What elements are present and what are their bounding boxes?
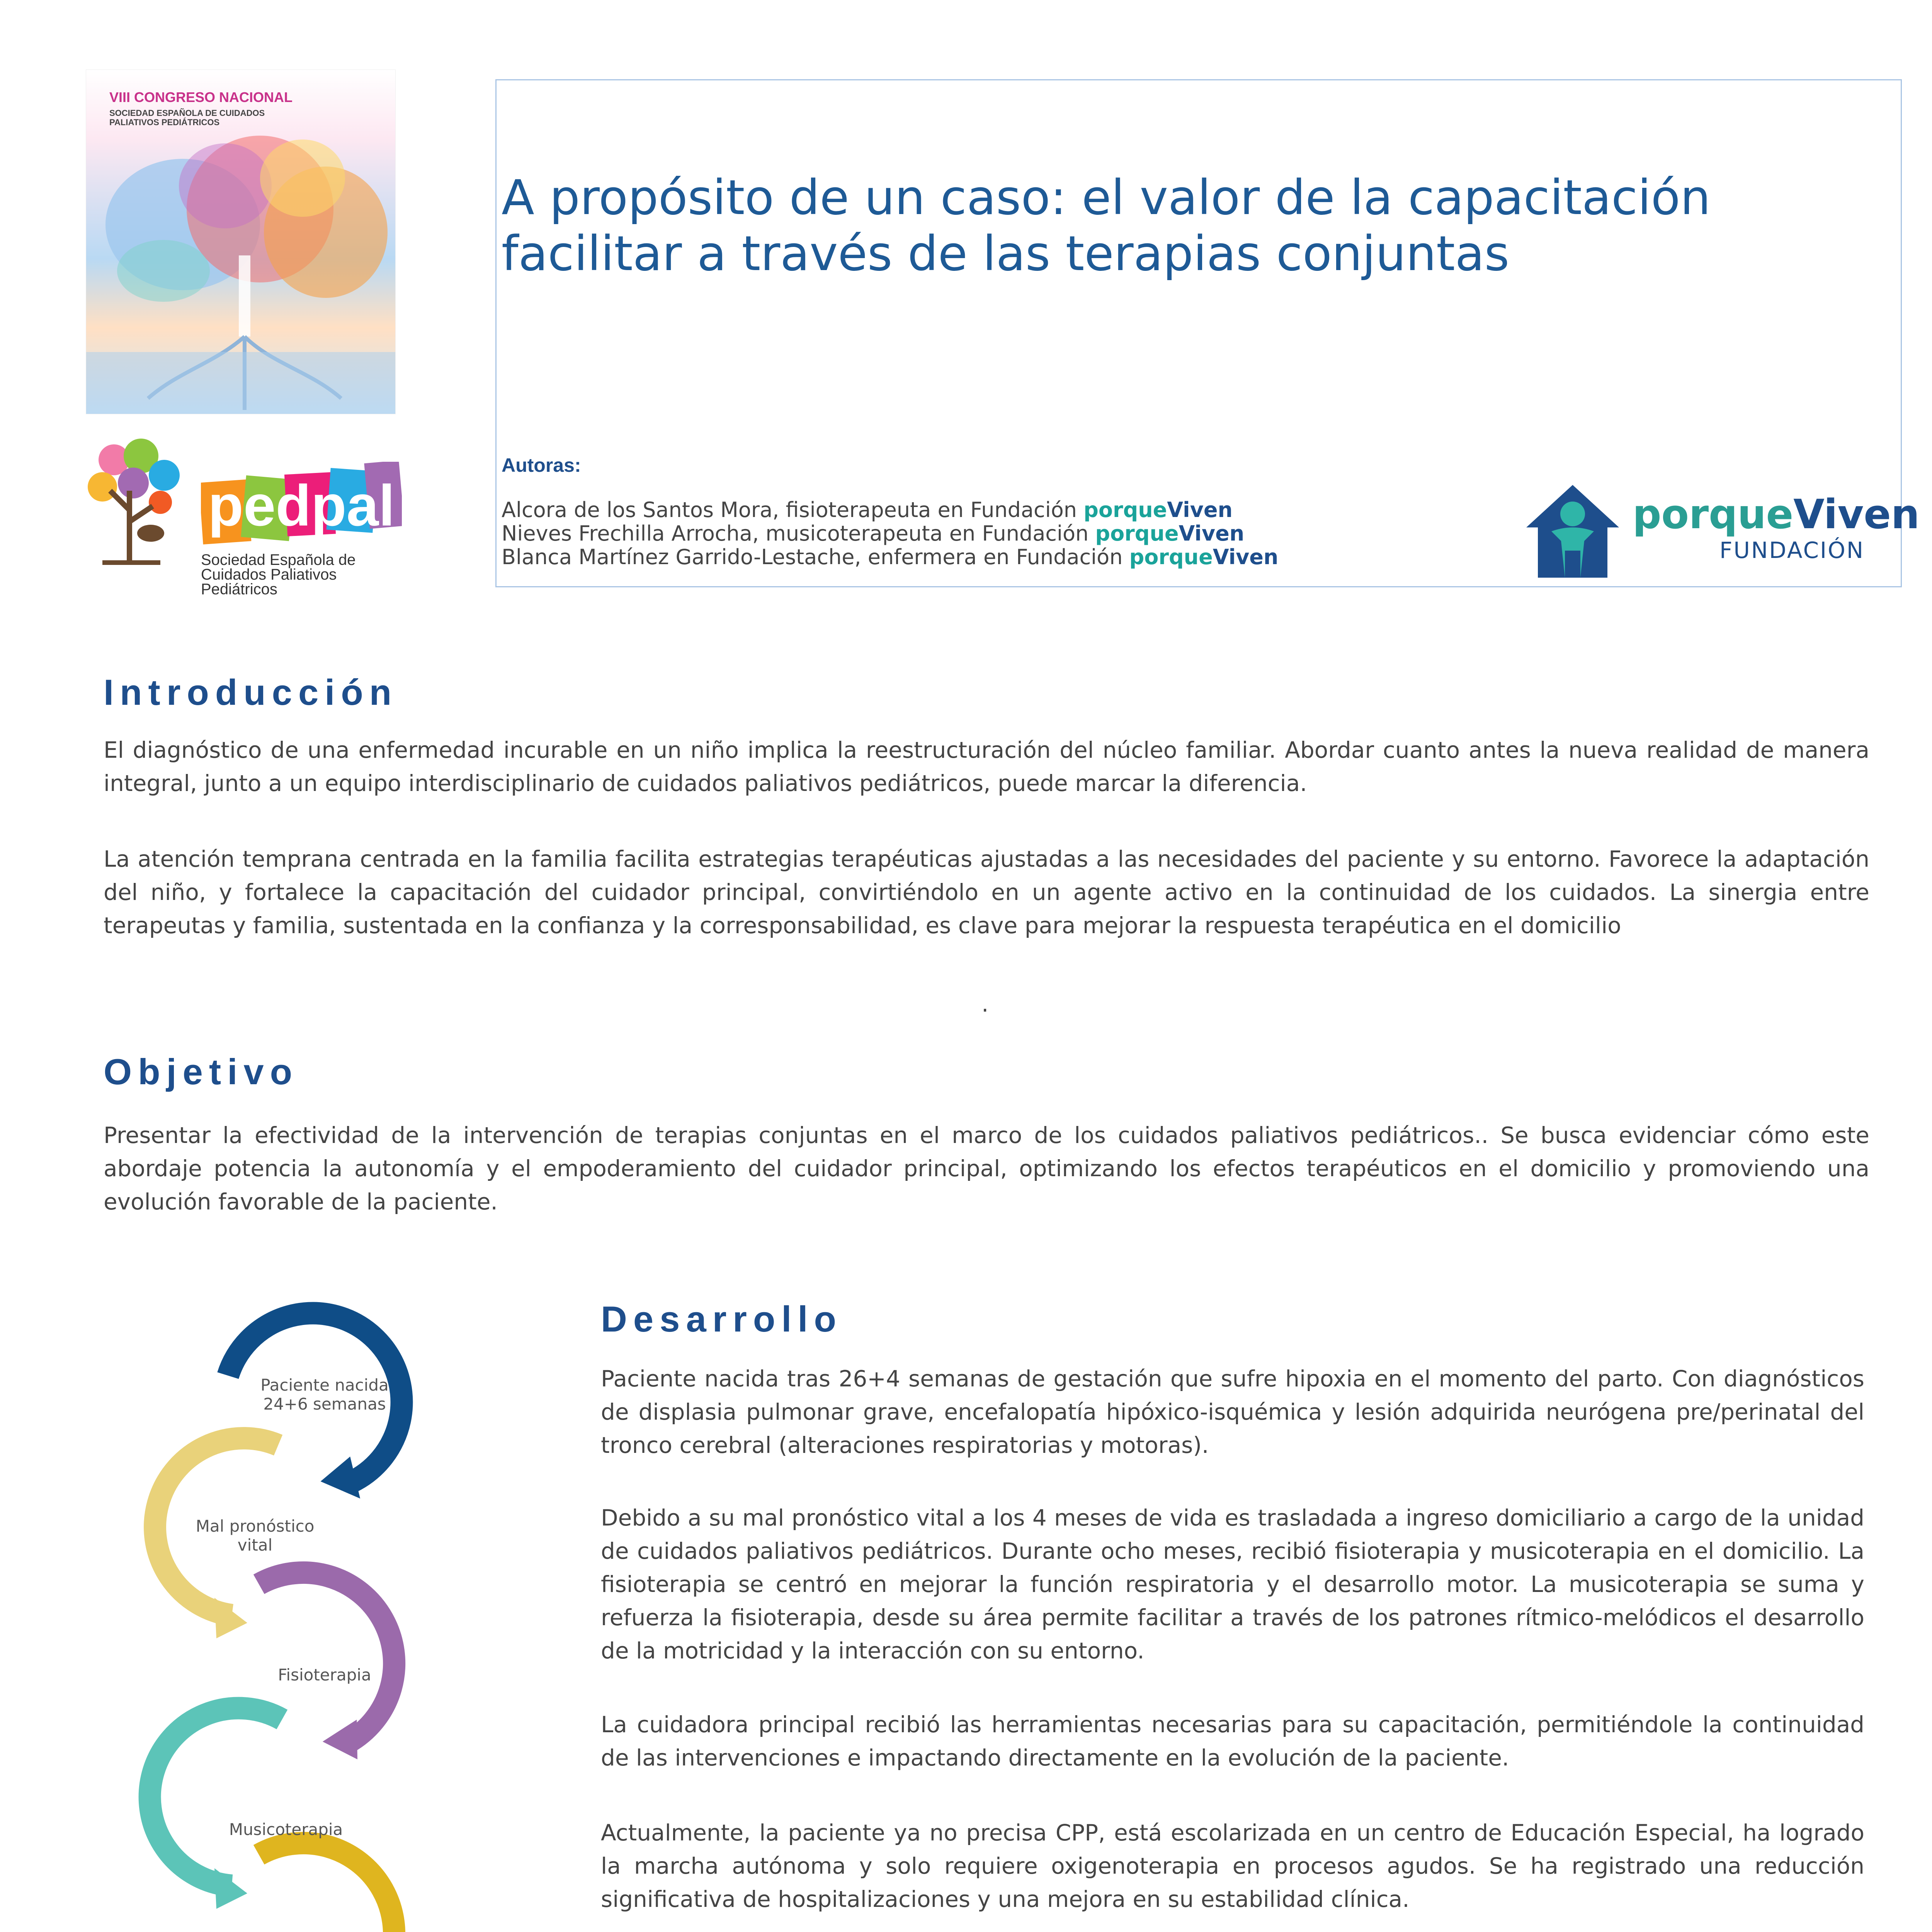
- poster-title: A propósito de un caso: el valor de la capacitación facilitar a través de las terapias conjuntas: [502, 170, 1711, 282]
- desarrollo-paragraph-3: La cuidadora principal recibió las herramientas necesarias para su capacitación, permitiéndole la continuidad de las intervenciones e impactando directamente en la evolución de la paciente.: [601, 1711, 1864, 1771]
- porqueviven-house-icon: [1519, 473, 1627, 585]
- introduccion-paragraph-1: El diagnóstico de una enfermedad incurable en un niño implica la reestructuración del núcleo familiar. Abordar cuanto antes la nueva realidad de manera integral, junto a un equipo interdisciplinario de cuidados paliativos pediátricos, puede marcar la diferencia.: [104, 737, 1869, 796]
- tree-illustration-icon: [86, 70, 395, 414]
- pedpal-tree-icon: [79, 433, 187, 572]
- desarrollo-paragraph-2: Debido a su mal pronóstico vital a los 4 meses de vida es trasladada a ingreso domiciliario a cargo de la unidad de cuidados paliativos pediátricos. Durante ocho meses, recibió fisioterapia y musicoterapia en el domicilio. La fisioterapia se centró en mejorar la función respiratoria y el desarrollo motor. La musicoterapia se suma y refuerza la fisioterapia, desde su área permite facilitar a través de los patrones rítmico-melódicos el desarrollo de la motricidad y la interacción con su entorno.: [601, 1505, 1864, 1664]
- pedpal-subtitle: Sociedad Española de Cuidados Paliativos Pediátricos: [201, 551, 356, 598]
- author-1: Alcora de los Santos Mora, fisioterapeuta en Fundación porqueViven: [502, 498, 1233, 522]
- cycle-label-4: Musicoterapia: [229, 1820, 343, 1839]
- cover-title: VIII CONGRESO NACIONAL: [109, 89, 293, 105]
- introduccion-heading: Introducción: [104, 672, 398, 713]
- pedpal-word-text: pedpal: [208, 473, 395, 538]
- desarrollo-paragraph-1: Paciente nacida tras 26+4 semanas de gestación que sufre hipoxia en el momento del parto. Con diagnósticos de displasia pulmonar grave, encefalopatía hipóxico-isquémica y lesión adquirida neurógena pre/perinatal del tronco cerebral (alteraciones respiratorias y motoras).: [601, 1366, 1864, 1458]
- desarrollo-paragraph-4: Actualmente, la paciente ya no precisa CPP, está escolarizada en un centro de Educación Especial, ha logrado la marcha autónoma y solo requiere oxigenoterapia en procesos agudos. Se ha registrado una reducción significativa de hospitalizaciones y una mejora en su estabilidad clínica.: [601, 1820, 1864, 1912]
- porqueviven-subtitle: FUNDACIÓN: [1719, 537, 1865, 563]
- pedpal-wordmark-logo: [201, 462, 402, 551]
- cycle-label-1: Paciente nacida 24+6 semanas: [260, 1376, 389, 1413]
- objetivo-heading: Objetivo: [104, 1051, 299, 1092]
- desarrollo-heading: Desarrollo: [601, 1299, 842, 1339]
- porqueviven-wordmark: porqueViven: [1633, 491, 1920, 538]
- authors-label: Autoras:: [502, 454, 581, 476]
- cycle-label-2: Mal pronóstico vital: [196, 1517, 315, 1554]
- author-2: Nieves Frechilla Arrocha, musicoterapeuta en Fundación porqueViven: [502, 521, 1245, 546]
- cycle-arc-5: [259, 1843, 394, 1932]
- introduccion-dot: .: [981, 991, 989, 1017]
- congress-cover-image: [86, 70, 396, 414]
- cover-subtitle: SOCIEDAD ESPAÑOLA DE CUIDADOS PALIATIVOS PEDIÁTRICOS: [109, 108, 265, 127]
- cycle-arc-4: [150, 1708, 282, 1909]
- objetivo-paragraph: Presentar la efectividad de la intervención de terapias conjuntas en el marco de los cuidados paliativos pediátricos.. Se busca evidenciar cómo este abordaje potencia la autonomía y el empoderamiento del cuidador principal, optimizando los efectos terapéuticos en el domicilio y promoviendo una evolución favorable de la paciente.: [104, 1122, 1869, 1215]
- cycle-label-3: Fisioterapia: [278, 1665, 371, 1684]
- introduccion-paragraph-2: La atención temprana centrada en la familia facilita estrategias terapéuticas ajustadas a las necesidades del paciente y su entorno. Favorece la adaptación del niño, y fortalece la capacitación del cuidador principal, convirtiéndolo en un agente activo en la continuidad de los cuidados. La sinergia entre terapeutas y familia, sustentada en la confianza y la corresponsabilidad, es clave para mejorar la respuesta terapéutica en el domicilio: [104, 846, 1869, 939]
- author-3: Blanca Martínez Garrido-Lestache, enfermera en Fundación porqueViven: [502, 545, 1279, 569]
